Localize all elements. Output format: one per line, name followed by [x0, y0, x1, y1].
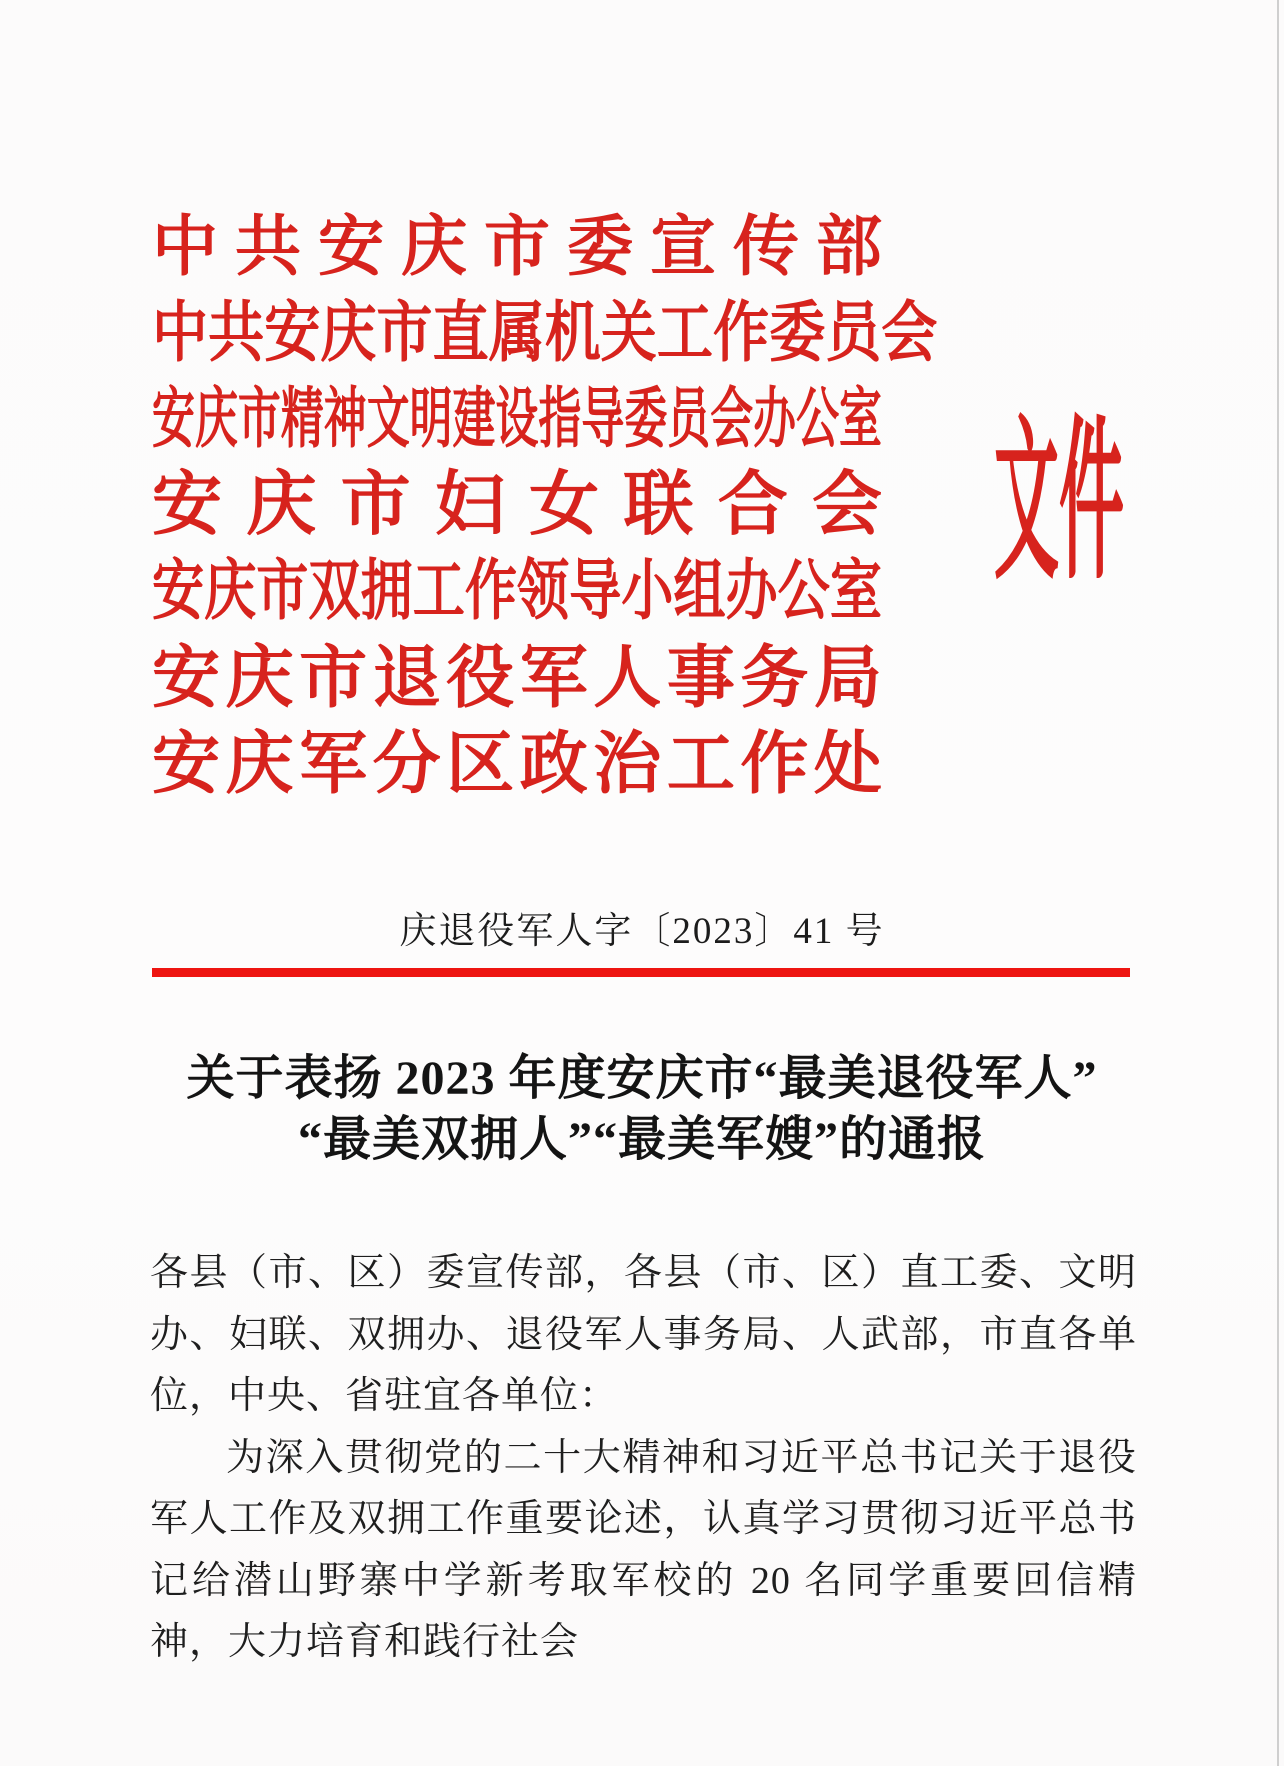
document-title-line2: “最美双拥人”“最美军嫂”的通报 — [297, 1113, 986, 1166]
org-line-chars: 安 庆 市 退 役 军 人 事 务 局 — [152, 640, 882, 716]
org-line-chars: 安 庆 市 精 神 文 明 建 设 指 导 委 员 会 办 公 室 — [152, 383, 882, 456]
letterhead-org-block — [152, 205, 938, 807]
org-name-line — [152, 549, 882, 635]
addressee-paragraph: 各县（市、区）委宣传部，各县（市、区）直工委、文明办、妇联、双拥办、退役军人事务局、人武部，市直各单位，中央、省驻宜各单位： — [150, 1252, 1137, 1417]
scan-edge-line — [1277, 0, 1279, 1766]
org-line-chars: 安 庆 市 妇 女 联 合 会 — [152, 467, 882, 544]
org-name-line — [152, 205, 882, 291]
org-name-line — [152, 721, 882, 807]
org-line-chars: 中 共 安 庆 市 直 属 机 关 工 作 委 员 会 — [152, 297, 938, 370]
red-separator-rule — [152, 968, 1130, 977]
org-line-chars: 中 共 安 庆 市 委 宣 传 部 — [152, 211, 882, 284]
body-paragraph: 为深入贯彻党的二十大精神和习近平总书记关于退役军人工作及双拥工作重要论述，认真学习贯彻习近平总书记给潜山野寨中学新考取军校的 20 名同学重要回信精神，大力培育和践行社会 — [150, 1436, 1137, 1663]
document-body — [150, 1243, 1137, 1674]
org-name-line — [152, 291, 938, 377]
reference-number: 庆退役军人字〔2023〕41 号 — [399, 911, 885, 952]
doc-type-label: 文件 — [994, 406, 1125, 601]
org-name-line — [152, 463, 882, 549]
org-name-line — [152, 635, 882, 721]
document-title — [92, 1048, 1192, 1170]
org-name-line — [152, 377, 882, 463]
document-title-line1: 关于表扬 2023 年度安庆市“最美退役军人” — [186, 1052, 1098, 1105]
org-line-chars: 安 庆 军 分 区 政 治 工 作 处 — [152, 726, 882, 802]
org-line-chars: 安 庆 市 双 拥 工 作 领 导 小 组 办 公 室 — [152, 555, 882, 628]
